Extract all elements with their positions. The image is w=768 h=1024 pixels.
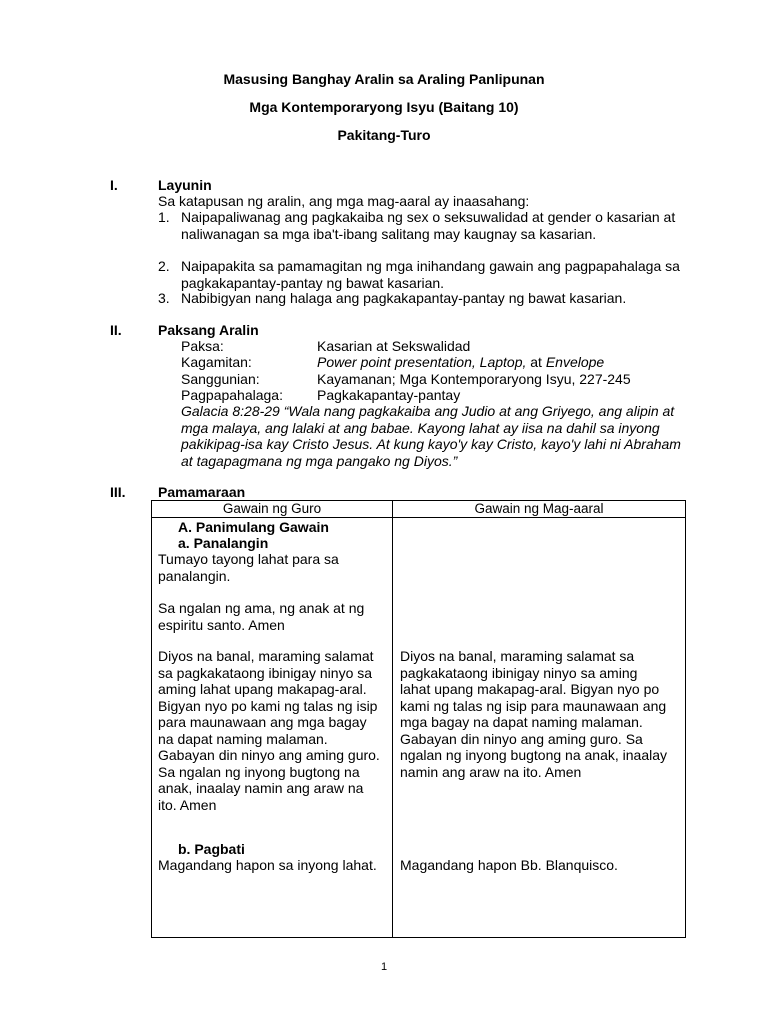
kagamitan-value-part2: at: [526, 354, 546, 370]
pagpapahalaga-value: Pagkakapantay-pantay: [317, 387, 461, 403]
kagamitan-value-part3: Envelope: [545, 354, 605, 370]
objective-3-text: Nabibigyan nang halaga ang pagkakapantay-pantay ng bawat kasarian.: [181, 290, 627, 306]
document-subtitle: Mga Kontemporaryong Isyu (Baitang 10): [249, 99, 519, 115]
sanggunian-value: Kayamanan; Mga Kontemporaryong Isyu, 227-245: [317, 371, 631, 387]
objective-1-number: 1.: [158, 209, 170, 225]
item-pagbati: b. Pagbati: [178, 841, 245, 857]
section-2-heading: Paksang Aralin: [158, 322, 259, 338]
objective-2-number: 2.: [158, 258, 170, 274]
col-header-guro: Gawain ng Guro: [152, 501, 393, 518]
guro-cell: [152, 518, 393, 938]
sanggunian-label: Sanggunian:: [181, 371, 260, 387]
kagamitan-value: [317, 354, 604, 370]
document-type: Pakitang-Turo: [337, 127, 431, 143]
guro-text-pagbati: Magandang hapon sa inyong lahat.: [158, 857, 377, 873]
section-3-number: III.: [110, 484, 126, 500]
pagpapahalaga-label: Pagpapahalaga:: [181, 387, 283, 403]
paksa-value: Kasarian at Sekswalidad: [317, 338, 471, 354]
paksa-label: Paksa:: [181, 338, 224, 354]
guro-text-sa-ngalan: Sa ngalan ng ama, ng anak at ng espiritu santo. Amen: [158, 600, 365, 633]
table-header-row: [152, 501, 686, 518]
section-2-number: II.: [110, 322, 122, 338]
objectives-intro: Sa katapusan ng aralin, ang mga mag-aaral ay inaasahang:: [158, 193, 530, 209]
section-1-heading: Layunin: [158, 177, 212, 193]
page-number: 1: [380, 961, 388, 973]
guro-text-panalangin: Diyos na banal, maraming salamat sa pagkakataong ibinigay ninyo sa aming lahat upang makapag-aral. Bigyan nyo po kami ng talas ng isip para maunawaan ang mga bagay na dapat naming malaman. Gabayan din ninyo ang aming guro. Sa ngalan ng inyong bugtong na anak, inaalay namin ang araw na ito. Amen: [158, 648, 380, 813]
bible-verse: Galacia 8:28-29 “Wala nang pagkakaiba ang Judio at ang Griyego, ang alipin at mga malaya, ang lalaki at ang babae. Kayong lahat ay iisa na dahil sa inyong pakikipag-isa kay Cristo Jesus. At kung kayo'y kay Cristo, kayo'y lahi ni Abraham at tagapagmana ng mga pangako ng Diyos.”: [181, 403, 681, 469]
mag-aaral-cell: [393, 518, 686, 938]
objective-1-text: Naipapaliwanag ang pagkakaiba ng sex o seksuwalidad at gender o kasarian at naliwanagan sa mga iba't-ibang salitang may kaugnay sa kasarian.: [181, 209, 676, 242]
kagamitan-label: Kagamitan:: [181, 354, 252, 370]
guro-text-tumayo: Tumayo tayong lahat para sa panalangin.: [158, 551, 339, 584]
objective-2-text: Naipapakita sa pamamagitan ng mga inihandang gawain ang pagpapahalaga sa pagkakapantay-pantay ng bawat kasarian.: [181, 258, 680, 291]
mag-aaral-text-pagbati: Magandang hapon Bb. Blanquisco.: [400, 857, 618, 873]
subheading-panimulang-gawain: A. Panimulang Gawain: [178, 519, 329, 535]
item-panalangin: a. Panalangin: [178, 535, 269, 551]
table-row: [152, 518, 686, 938]
kagamitan-value-part1: Power point presentation, Laptop,: [317, 354, 527, 370]
objective-3-number: 3.: [158, 290, 170, 306]
document-title: Masusing Banghay Aralin sa Araling Panlipunan: [223, 71, 545, 87]
mag-aaral-text-panalangin: Diyos na banal, maraming salamat sa pagkakataong ibinigay ninyo sa aming lahat upang makapag-aral. Bigyan nyo po kami ng talas ng isip para maunawaan ang mga bagay na dapat naming malaman. Gabayan din ninyo ang aming guro. Sa ngalan ng inyong bugtong na anak, inaalay namin ang araw na ito. Amen: [400, 648, 667, 780]
procedure-table: [151, 500, 686, 938]
section-1-number: I.: [110, 177, 118, 193]
col-header-mag-aaral: Gawain ng Mag-aaral: [393, 501, 686, 518]
section-3-heading: Pamamaraan: [158, 484, 246, 500]
